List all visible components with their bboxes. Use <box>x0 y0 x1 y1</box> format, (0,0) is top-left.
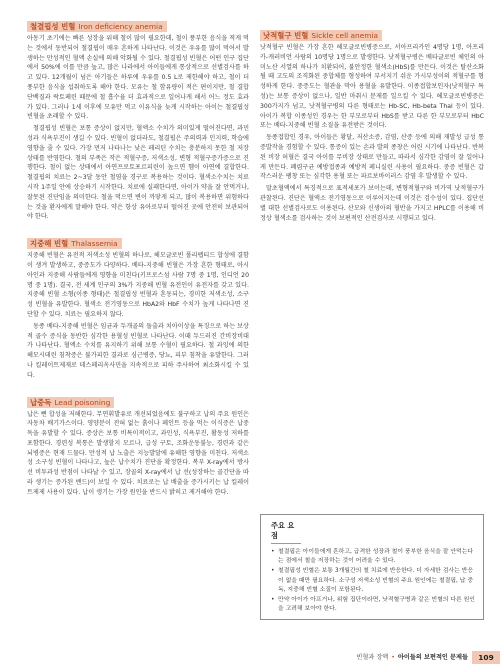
key-point-item: • 만약 아이가 아프거나, 위험 집단이라면, 낫적혈구병과 같은 빈혈의 다른 원인을 고려해 보아야 한다. <box>271 597 475 613</box>
footer-book-title: 아이들의 보편적인 문제들 <box>397 654 468 661</box>
paragraph: 지중해 빈혈은 유전적 저색소성 빈혈의 하나로, 헤모글로빈 폴리펩티드 합성에 결함이 생겨 발생하고, 중증도가 다양하다. 베타-지중해 빈혈은 가장 흔한 형태로, 아시아인과 지중해 사람들에게 영향을 미친다(키프로스섬 사람 7명 중 1명, 인디언 20명 중 1명). 결국, 전 세계 인구의 3%가 지중해 빈혈 유전인이 유전자를 갖고 있다. 지중해 빈혈 소형(이종 형태)은 철결핍성 빈혈과 혼동되는, 경미한 저색소성, 소구성 빈혈을 유발한다. 혈색소 전기영동으로 HbA2와 HbF 수치가 높게 나타나면 진단할 수 있다. 치료는 필요하지 않다. <box>27 252 249 318</box>
heading-english: Sickle cell anemia <box>311 31 379 40</box>
paragraph: 아동기 초기에는 빠른 성장을 위해 철이 많이 필요한데, 철이 풍부한 음식을 적게 먹는 것에서 동반되어 철결핍이 매우 흔하게 나타난다. 이것은 우유를 많이 먹어서 발생하는 만성적인 혈액 손실에 의해 악화될 수 있다. 철결핍성 빈혈은 어떤 인구 집단에서 50%에 이를 만큼 높고, 많은 나라에서 아이들에게 통상적으로 선별검사를 하고 있다. 12개월이 넘은 아기들은 하루에 우유를 0.5 L로 제한해야 하고, 철이 더 풍부한 음식을 섭취하도록 해야 한다. 모유는 철 함유량이 적은 편이지만, 철 결합 단백질과 락토페린 때문에 철 흡수율 더 효과적으로 일어나게 해서 어느 정도 효과가 있다. 그러나 1세 이후에 모유만 먹고 이유식을 늦게 시작하는 아이는 철결핍성 빈혈을 초래할 수 있다. <box>27 35 249 121</box>
heading-korean: 낫적혈구 빈혈 <box>263 31 309 40</box>
heading-english: Thalassemia <box>71 239 118 249</box>
right-column <box>260 14 484 225</box>
heading-english: Iron deficiency anemia <box>78 22 163 31</box>
key-points-box <box>260 514 484 620</box>
paragraph: 납은 뻔 합성을 저해한다. 무연휘발유로 개선되었음에도 불구하고 납의 주요 원인은 자동차 배기가스이다. 영양분이 전혀 없는 흙이나 페인트 등을 먹는 이식증은 납중독을 유발할 수 있다. 증상은 보통 비특이적이고, 과민성, 식욕부진, 활동성 저하를 포함한다. 경련성 복통은 발생할지 모르나, 급성 구토, 조화운동불능, 경련과 같은 뇌병증은 현재 드물다. 만성적 납 노출은 지능발달에 유해한 영향을 미친다. 저색소성 소구성 빈혈이 나타나고, 높은 납수치가 진단을 확정한다. 복부 X-ray에서 방사선 비투과성 반점이 나타날 수 있고, 장골의 X-ray에서 납 선(성장하는 골간단을 따라 생기는 증가된 밴드)이 보일 수 있다. 치료로는 납 배출을 증가시키는 납 킬레이트제제 사용이 있다. 납이 생기는 가장 원인을 반드시 밝히고 제거해야 한다. <box>27 410 249 496</box>
paragraph: 낫적혈구 빈혈은 가장 흔한 헤모글로빈병증으로, 서아프리카인 4명당 1명, 아프리카-캐러비언 사람의 10명당 1명으로 발생한다. 낫적혈구병은 베타글로빈 체인의 아미노산 서열의 하나가 치환되어, 불안정한 혈색소(HbS)를 만든다. 이것은 탈산소화될 때 고도의 조직화된 중합체를 형성하여 부서지기 쉬운 가시부성이의 적혈구를 형성하게 한다. 중증도는 혈관을 막아 용혈을 유발한다. 이종접합보인자(낫적혈구 특성)는 보통 증상이 없으나, 일반 마취시 문제를 일으킬 수 있다. 헤모글로빈병증은 300가지가 넘고, 낫적혈구병의 다른 형태로는 Hb-SC, Hb-beta Thal 등이 있다. 아이가 복합 이종성인 경우는 한 부모로부터 HbS를 받고 다른 한 부모로부터 HbC 또는 베타-지중해 빈혈 소질을 유전받은 것이다. <box>260 44 484 130</box>
heading-english: Lead poisoning <box>54 397 111 407</box>
heading-korean: 납중독 <box>30 397 52 407</box>
section-heading-lead-poisoning <box>27 397 114 408</box>
page-number: 109 <box>472 651 500 664</box>
paragraph: 말초혈액에서 특징적으로 표적세포가 보이는데, 변형적혈구와 비가역 낫적혈구가 관찰된다. 진단은 혈액소 전기영동으로 이루어지는데 이것은 검수성이 있다. 집단선별 대한 선별검사로도 이용된다. 산모와 신생아의 혈반을 가지고 HPLC를 이용해 비정상 혈색소를 검사하는 것이 보편적인 산전검사로 시행되고 있다. <box>260 185 484 222</box>
key-point-item: • 철결핍성 빈혈은 보통 3개월간의 철 치료에 반응한다. 더 자세한 검사는 반응이 없을 때만 필요하다. 소구성 저색소성 빈혈의 주요 원인에는 철결핍, 납 중독, 지중해 빈혈 소질이 포함된다. <box>271 568 474 594</box>
running-footer <box>356 652 468 663</box>
bullet-icon: • <box>271 597 275 604</box>
paragraph: 동종 베타-지중해 빈혈은 임균과 두개골의 돌출과 치아이상을 특징으로 하는 보상적 골수 증식을 동반한 심각한 용혈성 빈혈로 나타난다. 이때 두드러진 간비장비대가 나타난다. 혈액소 수치를 유지하기 위해 보통 수혈이 필요하다. 철 과잉에 의한 헤모시데린 침착증은 불가피한 결과로 심근병증, 당뇨, 피부 침착을 유발한다. 그러나 킬레이트제재로 데스페리옥사민을 지속적으로 피하 주사하여 최소화시킬 수 있다. <box>27 322 249 379</box>
key-points-list <box>271 548 475 615</box>
bullet-icon: • <box>271 549 275 555</box>
key-points-title: 주요 요점 <box>271 521 301 544</box>
paragraph: 철결핍성 빈혈은 보통 증상이 없지만, 혈액소 수치가 의미있게 떨어진다면, 과민성과 식욕부진이 생길 수 있다. 빈혈이 없더라도, 철결핍은 주의력과 인지력, 학습에 영향을 줄 수 있다. 가장 먼저 나타나는 낮은 페리틴 수치는 충분하지 못한 철 저장상태를 반영한다. 철의 부족은 작은 적혈구증, 저색소성, 변형 적혈구증가증으로 진행한다. 철이 없는 상태에서 아연프로토포르피린이 높으면 헴이 아연에 결합한다. 철결핍의 치료는 2~3달 동안 철염을 경구로 복용하는 것이다. 혈색소수치는 치료 시작 1주일 안에 상승하기 시작한다. 치료에 실패한다면, 아이가 약을 잘 안먹거나, 잘못된 진단임을 의미한다. 철을 먹으면 변이 까맣게 되고, 많이 복용하면 위험하다는 것을 환자에게 말해야 한다. 약은 항상 유아로부터 떨어진 곳에 안전히 보관되어야 한다. <box>27 125 249 221</box>
heading-korean: 철결핍성 빈혈 <box>30 22 76 31</box>
page-footer <box>0 651 500 665</box>
footer-separator: • <box>391 654 395 661</box>
section-heading-thalassemia <box>27 238 122 249</box>
heading-korean: 지중해 빈혈 <box>30 239 69 249</box>
section-heading-iron-deficiency <box>27 21 167 32</box>
bullet-icon: • <box>271 568 275 575</box>
paragraph: 동종접합인 경우, 아이들은 황달, 저산소증, 감염, 산증 등에 의해 재발성 급성 통증발작을 경험할 수 있다. 통증이 있는 손과 발의 종창은 어린 시기에 나타난다. 반복된 비장 허혈은 결국 아이를 무비장 상태로 만들고, 따라서 심각한 감염이 잘 일어나게 만든다. 폐렴구균 예방접종과 예방적 페니실린 사용이 필요하다. 중증 빈혈은 갑작스러운 팽창 또는 심각한 용혈 또는 파르보바이러스 감염 후 발생할 수 있다. <box>260 134 484 181</box>
footer-chapter: 빈혈과 장액 <box>356 654 389 661</box>
left-column <box>27 14 249 496</box>
section-heading-sickle-cell <box>260 30 382 41</box>
key-point-item: • 철결핍은 아이들에게 흔하고, 급격한 성장과 철이 풍부한 음식을 잘 안먹는다는 점에서 철을 저장하는 것이 어려울 수 있다. <box>271 549 474 565</box>
